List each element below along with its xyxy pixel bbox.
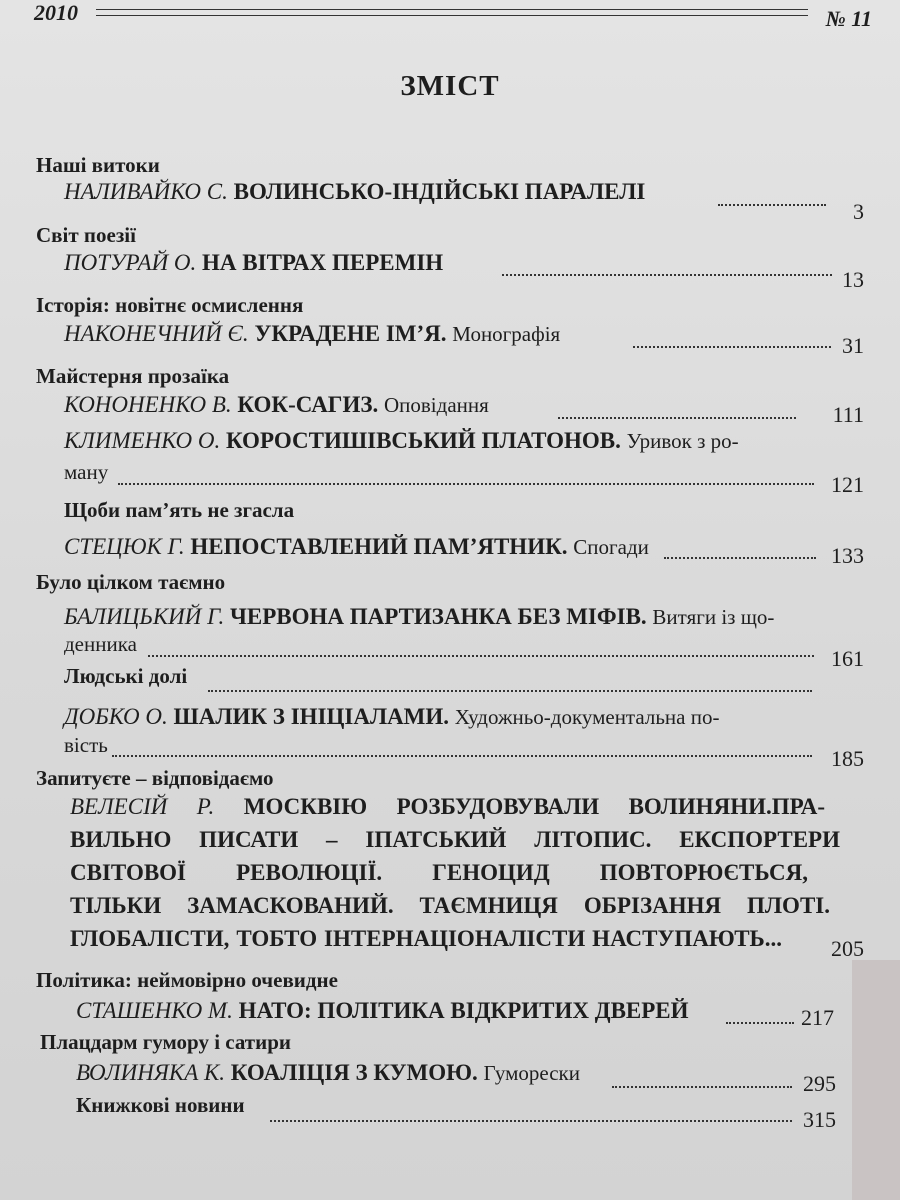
page-number: 185: [831, 746, 864, 771]
entry-genre-continuation: вість: [64, 733, 108, 757]
section-heading: Людські долі: [64, 664, 188, 688]
toc-entry: [76, 1060, 580, 1086]
entry-title: НА ВІТРАХ ПЕРЕМІН: [202, 250, 444, 275]
page-number: 121: [831, 472, 864, 497]
header-issue: № 11: [825, 6, 872, 31]
page-number: 205: [831, 936, 864, 961]
toc-entry: [64, 534, 649, 560]
page-number: 133: [831, 543, 864, 568]
page-number: 111: [832, 402, 864, 427]
section-heading: Було цілком таємно: [36, 570, 226, 594]
toc-entry: [76, 998, 689, 1024]
section-heading: Історія: новітнє осмислення: [36, 293, 304, 317]
entry-genre: Художньо-документальна по-: [454, 705, 720, 729]
dot-leader: [718, 204, 826, 206]
entry-title-line: МОСКВІЮ РОЗБУДОВУВАЛИ ВОЛИНЯНИ.ПРА-: [243, 794, 826, 819]
background-edge: [852, 960, 900, 1200]
dot-leader: [208, 690, 812, 692]
entry-genre-continuation: ману: [64, 460, 109, 484]
entry-title: КОРОСТИШІВСЬКИЙ ПЛАТОНОВ.: [225, 428, 621, 453]
entry-author: НАКОНЕЧНИЙ Є.: [64, 321, 249, 346]
toc-entry: [64, 250, 443, 276]
page-number: 315: [803, 1107, 836, 1132]
dot-leader: [726, 1022, 794, 1024]
dot-leader: [558, 417, 796, 419]
entry-genre: Оповідання: [383, 393, 489, 417]
section-heading: Майстерня прозаїка: [36, 364, 230, 388]
entry-author: ДОБКО О.: [64, 704, 168, 729]
dot-leader: [633, 346, 831, 348]
section-heading: Щоби пам’ять не згасла: [64, 498, 295, 522]
entry-title-line: ТІЛЬКИ ЗАМАСКОВАНИЙ. ТАЄМНИЦЯ ОБРІЗАННЯ ПЛОТІ.: [70, 893, 830, 918]
entry-title: НЕПОСТАВЛЕНИЙ ПАМ’ЯТНИК.: [190, 534, 568, 559]
page-title: ЗМІСТ: [400, 70, 500, 102]
entry-genre: Витяги із що-: [652, 605, 775, 629]
dot-leader: [270, 1120, 792, 1122]
dot-leader: [502, 274, 832, 276]
toc-entry: [64, 321, 560, 347]
section-heading: Плацдарм гумору і сатири: [40, 1030, 292, 1054]
dot-leader: [118, 483, 814, 485]
entry-author: ВЕЛЕСІЙ Р.: [70, 794, 215, 819]
page-number: 217: [801, 1005, 834, 1030]
entry-genre: Гуморески: [483, 1061, 580, 1085]
entry-title: НАТО: ПОЛІТИКА ВІДКРИТИХ ДВЕРЕЙ: [238, 998, 689, 1023]
dot-leader: [112, 755, 812, 757]
header-rule: [96, 9, 808, 10]
page-number: 3: [853, 199, 864, 224]
entry-genre: Монографія: [452, 322, 561, 346]
entry-title: УКРАДЕНЕ ІМ’Я.: [254, 321, 447, 346]
entry-title: КОАЛІЦІЯ З КУМОЮ.: [230, 1060, 478, 1085]
entry-title: ВОЛИНСЬКО-ІНДІЙСЬКІ ПАРАЛЕЛІ: [233, 179, 646, 204]
page-number: 161: [831, 646, 864, 671]
dot-leader: [148, 655, 814, 657]
toc-entry: [64, 704, 719, 730]
entry-author: ПОТУРАЙ О.: [64, 250, 197, 275]
dot-leader: [612, 1086, 792, 1088]
entry-author: ВОЛИНЯКА К.: [76, 1060, 226, 1085]
entry-title-line: ВИЛЬНО ПИСАТИ – ІПАТСЬКИЙ ЛІТОПИС. ЕКСПОРТЕРИ: [70, 827, 840, 852]
entry-title-line: ГЛОБАЛІСТИ, ТОБТО ІНТЕРНАЦІОНАЛІСТИ НАСТУПАЮТЬ...: [70, 926, 782, 951]
toc-entry: [64, 428, 739, 454]
section-heading: Політика: неймовірно очевидне: [36, 968, 338, 992]
entry-title: КОК-САГИЗ.: [237, 392, 379, 417]
toc-entry: [64, 179, 645, 205]
header-rule-second: [96, 15, 808, 16]
entry-title: ЧЕРВОНА ПАРТИЗАНКА БЕЗ МІФІВ.: [230, 604, 647, 629]
entry-author: СТЕЦЮК Г.: [64, 534, 185, 559]
entry-genre: Уривок з ро-: [626, 429, 739, 453]
entry-genre: Спогади: [573, 535, 649, 559]
section-heading: Світ поезії: [36, 223, 136, 247]
entry-title: ШАЛИК З ІНІЦІАЛАМИ.: [173, 704, 450, 729]
toc-entry: [64, 392, 489, 418]
entry-author: НАЛИВАЙКО С.: [64, 179, 228, 204]
toc-entry: [70, 794, 825, 820]
section-heading: Книжкові новини: [76, 1093, 245, 1117]
toc-entry: [64, 604, 774, 630]
entry-author: КЛИМЕНКО О.: [64, 428, 221, 453]
entry-genre-continuation: денника: [64, 632, 137, 656]
section-heading: Наші витоки: [36, 153, 160, 177]
entry-title-line: СВІТОВОЇ РЕВОЛЮЦІЇ. ГЕНОЦИД ПОВТОРЮЄТЬСЯ,: [70, 860, 808, 885]
page-number: 295: [803, 1071, 836, 1096]
entry-author: СТАШЕНКО М.: [76, 998, 233, 1023]
section-heading: Запитуєте – відповідаємо: [36, 766, 274, 790]
page-number: 31: [842, 333, 864, 358]
header-year: 2010: [34, 0, 78, 25]
dot-leader: [664, 557, 816, 559]
entry-author: БАЛИЦЬКИЙ Г.: [64, 604, 225, 629]
page-number: 13: [842, 267, 864, 292]
entry-author: КОНОНЕНКО В.: [64, 392, 232, 417]
